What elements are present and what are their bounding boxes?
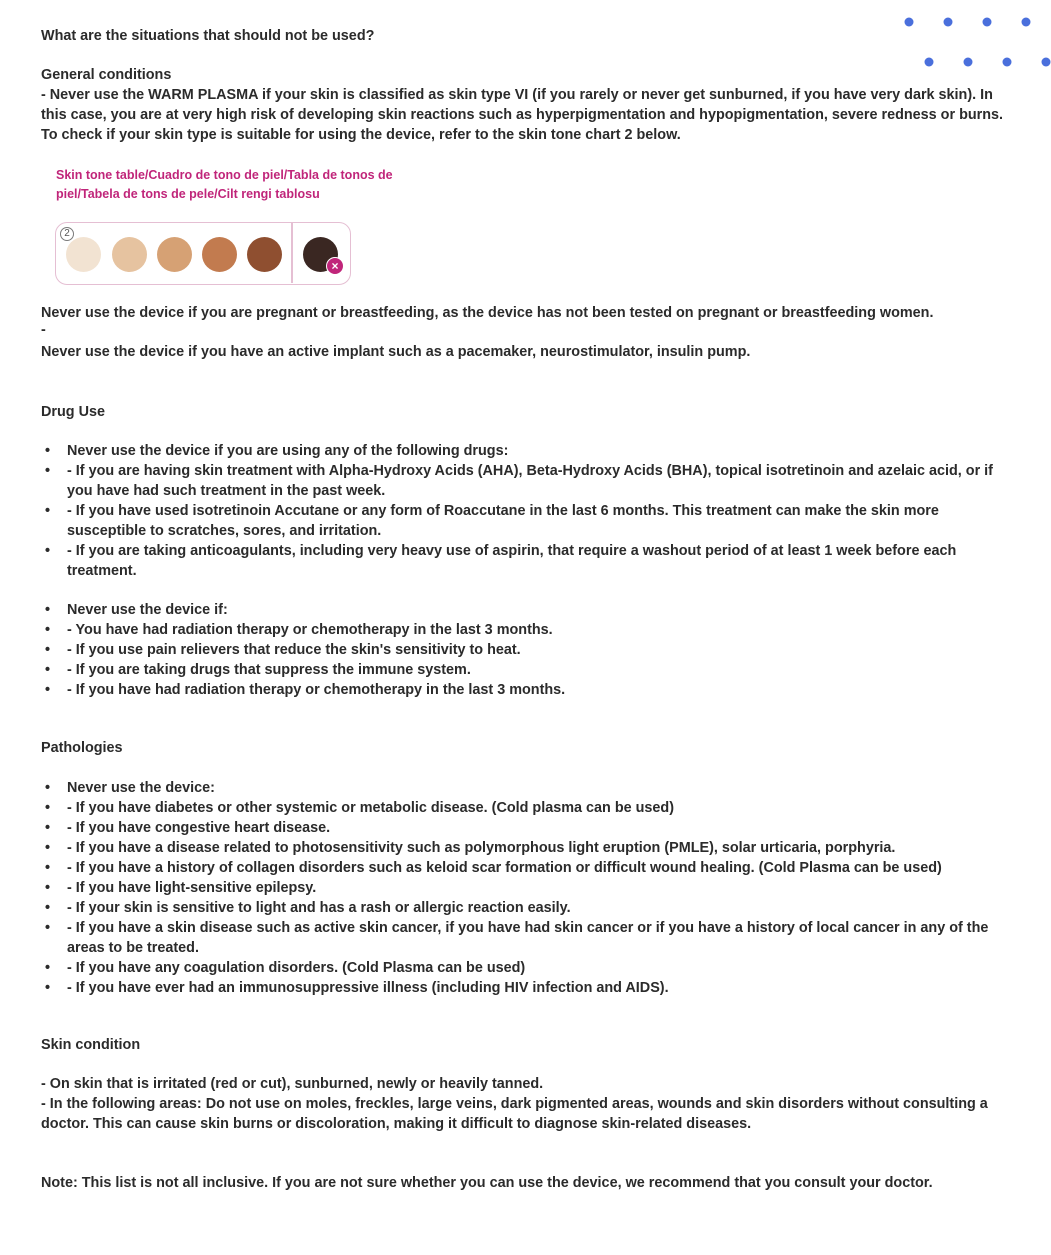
skin-tone-swatch-4	[202, 237, 237, 272]
chart-number-badge: 2	[60, 227, 74, 241]
list-item: • - If you are having skin treatment with Alpha-Hydroxy Acids (AHA), Beta-Hydroxy Acids (BHA), topical isotretinoin and azelaic acid, or if you have had such treatment in the past week.	[67, 461, 1017, 501]
skin-tone-swatch-2	[112, 237, 147, 272]
decorative-dot	[1003, 58, 1012, 67]
separator-dash: -	[41, 322, 46, 338]
list-item: • - If you are taking drugs that suppress the immune system.	[67, 660, 1017, 680]
chart-divider	[291, 223, 293, 283]
skin-tone-chart	[55, 222, 351, 285]
implant-warning: Never use the device if you have an active implant such as a pacemaker, neurostimulator, insulin pump.	[41, 344, 751, 360]
list-item: • - If you have a disease related to photosensitivity such as polymorphous light eruption (PMLE), solar urticaria, porphyria.	[67, 838, 1027, 858]
list-item: • - If you have congestive heart disease.	[67, 818, 1027, 838]
list-item: • - You have had radiation therapy or chemotherapy in the last 3 months.	[67, 620, 1017, 640]
list-item: • Never use the device if:	[67, 600, 1017, 620]
skin-tone-swatch-1	[66, 237, 101, 272]
list-item: • - If you have had radiation therapy or chemotherapy in the last 3 months.	[67, 680, 1017, 700]
pathologies-list	[41, 778, 1027, 998]
list-item: • - If you have diabetes or other systemic or metabolic disease. (Cold plasma can be used)	[67, 798, 1027, 818]
list-item: • - If you have used isotretinoin Accutane or any form of Roaccutane in the last 6 months. This treatment can make the skin more susceptible to scratches, sores, and irritation.	[67, 501, 1017, 541]
note-text: Note: This list is not all inclusive. If you are not sure whether you can use the device, we recommend that you consult your doctor.	[41, 1175, 933, 1191]
decorative-dot	[964, 58, 973, 67]
pregnancy-warning: Never use the device if you are pregnant or breastfeeding, as the device has not been tested on pregnant or breastfeeding women.	[41, 305, 934, 321]
page-heading: What are the situations that should not be used?	[41, 28, 375, 44]
decorative-dot	[925, 58, 934, 67]
list-item: • - If you have a skin disease such as active skin cancer, if you have had skin cancer or if you have a history of local cancer in any of the areas to be treated.	[67, 918, 1027, 958]
excluded-x-icon: ×	[326, 257, 344, 275]
skin-tone-swatch-3	[157, 237, 192, 272]
list-item: • - If you have ever had an immunosuppressive illness (including HIV infection and AIDS).	[67, 978, 1027, 998]
decorative-dot	[905, 18, 914, 27]
skin-tone-table-title: Skin tone table/Cuadro de tono de piel/Tabla de tonos de piel/Tabela de tons de pele/Cilt rengi tablosu	[56, 168, 393, 201]
drug-use-heading: Drug Use	[41, 404, 105, 420]
decorative-dot	[1042, 58, 1051, 67]
list-item: • - If your skin is sensitive to light and has a rash or allergic reaction easily.	[67, 898, 1027, 918]
list-item: • - If you have a history of collagen disorders such as keloid scar formation or difficult wound healing. (Cold Plasma can be used)	[67, 858, 1027, 878]
list-item: • Never use the device if you are using any of the following drugs:	[67, 441, 1017, 461]
general-conditions-heading: General conditions	[41, 67, 172, 83]
skin-condition-heading: Skin condition	[41, 1037, 141, 1053]
list-item: • - If you have any coagulation disorders. (Cold Plasma can be used)	[67, 958, 1027, 978]
skin-tone-swatch-5	[247, 237, 282, 272]
decorative-dot	[1022, 18, 1031, 27]
decorative-dot	[944, 18, 953, 27]
drug-use-list-1	[41, 441, 1017, 581]
skin-condition-line-1: - On skin that is irritated (red or cut), sunburned, newly or heavily tanned.	[41, 1076, 544, 1092]
decorative-dot	[983, 18, 992, 27]
list-item: • - If you have light-sensitive epilepsy.	[67, 878, 1027, 898]
drug-use-list-2	[41, 600, 1017, 700]
skin-condition-line-2: - In the following areas: Do not use on moles, freckles, large veins, dark pigmented areas, wounds and skin disorders without consulting a doctor. This can cause skin burns or discoloration, making it difficult to diagnose skin-related diseases.	[41, 1096, 988, 1132]
list-item: • Never use the device:	[67, 778, 1027, 798]
list-item: • - If you use pain relievers that reduce the skin's sensitivity to heat.	[67, 640, 1017, 660]
general-conditions-text: - Never use the WARM PLASMA if your skin is classified as skin type VI (if you rarely or never get sunburned, if you have very dark skin). In this case, you are at very high risk of developing skin reactions such as hyperpigmentation and hypopigmentation, severe redness or burns. To check if your skin type is suitable for using the device, refer to the skin tone chart 2 below.	[41, 87, 1004, 143]
pathologies-heading: Pathologies	[41, 740, 123, 756]
list-item: • - If you are taking anticoagulants, including very heavy use of aspirin, that require a washout period of at least 1 week before each treatment.	[67, 541, 1017, 581]
